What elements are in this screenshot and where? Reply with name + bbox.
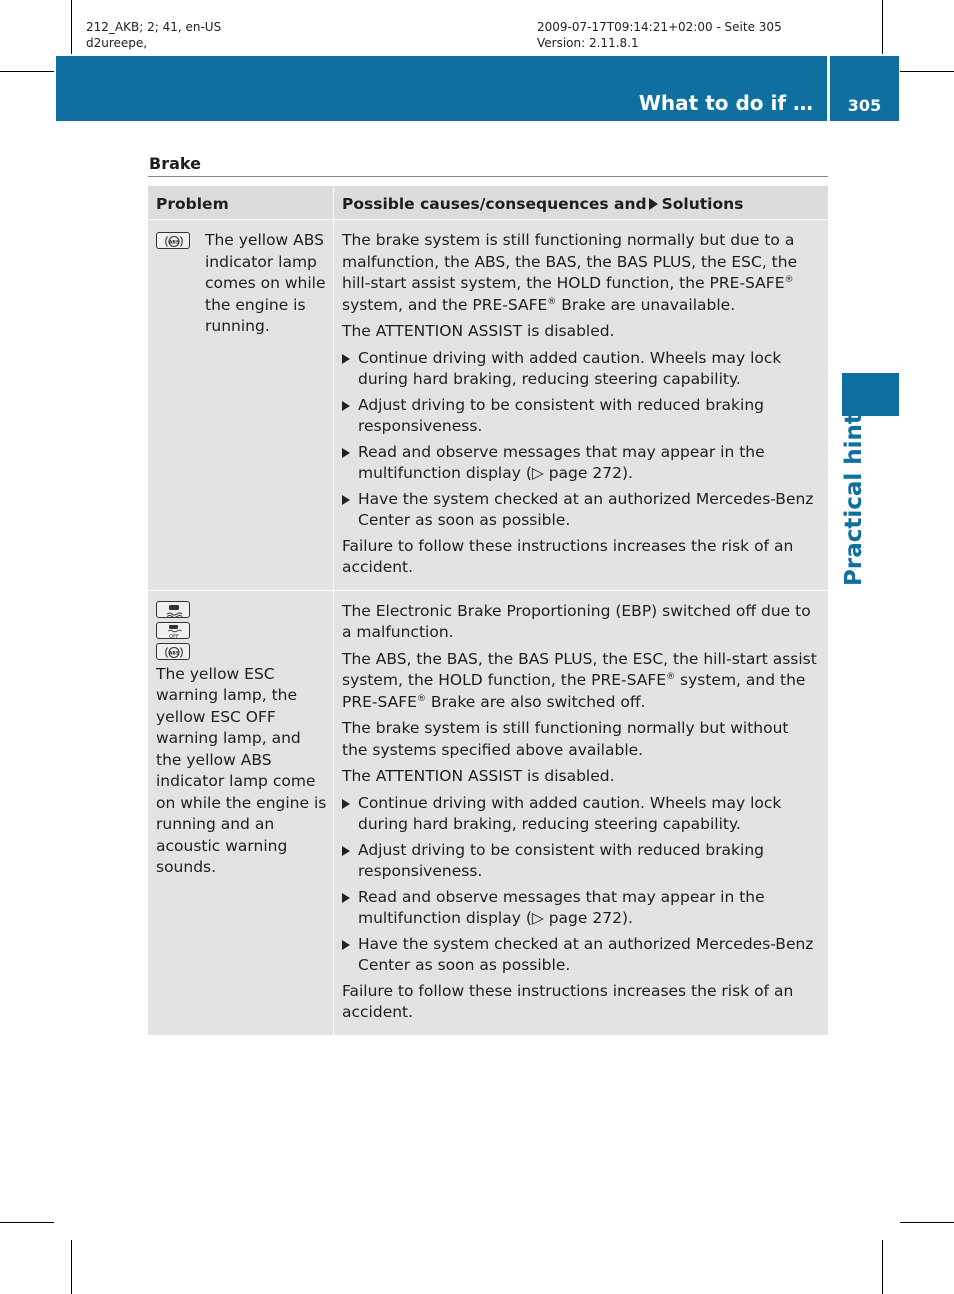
esc-warning-icon	[156, 601, 190, 618]
table-row	[148, 220, 828, 591]
problem-cell	[148, 220, 334, 590]
side-tab-label: Practical hints	[841, 399, 867, 586]
table-row	[148, 591, 828, 1036]
crop-mark	[0, 1222, 54, 1223]
risk-warning: Failure to follow these instructions increases the risk of an accident.	[342, 981, 794, 1021]
section-divider	[148, 176, 828, 177]
instruction-step: Continue driving with added caution. Wheels may lock during hard braking, reducing steering capability.	[342, 793, 818, 836]
table-header	[148, 186, 828, 220]
problem-cell	[148, 591, 334, 1035]
problem-text: The yellow ESC warning lamp, the yellow ESC OFF warning lamp, and the yellow ABS indicator lamp come on while the engine is running and an acoustic warning sounds.	[156, 664, 327, 876]
page-number: 305	[847, 96, 882, 115]
crop-mark	[0, 71, 54, 72]
step-arrow-icon	[342, 354, 350, 364]
step-arrow-icon	[342, 448, 350, 458]
cause-text: The brake system is still functioning normally but without the systems specified above available.	[342, 719, 789, 759]
instruction-step: Have the system checked at an authorized Mercedes-Benz Center as soon as possible.	[342, 489, 818, 532]
instruction-step: Have the system checked at an authorized Mercedes-Benz Center as soon as possible.	[342, 934, 818, 977]
instruction-step: Read and observe messages that may appear in the multifunction display (▷ page 272).	[342, 887, 818, 930]
crop-mark	[71, 0, 72, 54]
instruction-step: Read and observe messages that may appear in the multifunction display (▷ page 272).	[342, 442, 818, 485]
solution-cell	[334, 591, 828, 1035]
print-meta-right	[537, 19, 782, 51]
svg-text:ABS: ABS	[168, 650, 180, 656]
instruction-step: Adjust driving to be consistent with reduced braking responsiveness.	[342, 840, 818, 883]
step-arrow-icon	[342, 846, 350, 856]
meta-version: Version: 2.11.8.1	[537, 36, 639, 50]
crop-mark	[900, 1222, 954, 1223]
problem-text: The yellow ABS indicator lamp comes on while the engine is running.	[205, 231, 326, 335]
header-causes: Possible causes/consequences and	[342, 195, 647, 213]
crop-mark	[71, 1240, 72, 1294]
print-meta-left	[86, 19, 221, 51]
step-arrow-icon	[342, 799, 350, 809]
svg-text:ABS: ABS	[168, 240, 180, 246]
cause-text: The Electronic Brake Proportioning (EBP) switched off due to a malfunction.	[342, 601, 811, 641]
crop-mark	[882, 1240, 883, 1294]
esc-off-icon	[156, 622, 190, 639]
cause-text: The ATTENTION ASSIST is disabled.	[342, 767, 615, 785]
chapter-header-bar	[56, 56, 827, 121]
chapter-title: What to do if …	[638, 91, 813, 115]
cause-text: The brake system is still functioning normally but due to a malfunction, the ABS, the BAS, the BAS PLUS, the ESC, the hill-start assist system, the HOLD function, the PRE-SAFE® system, and the PRE-SAFE® Brake are unavailable.	[342, 231, 798, 314]
cause-text: The ATTENTION ASSIST is disabled.	[342, 322, 615, 340]
meta-timestamp: 2009-07-17T09:14:21+02:00 - Seite 305	[537, 20, 782, 34]
page-number-box	[830, 56, 899, 121]
instruction-step: Continue driving with added caution. Wheels may lock during hard braking, reducing steering capability.	[342, 348, 818, 391]
instruction-step: Adjust driving to be consistent with reduced braking responsiveness.	[342, 395, 818, 438]
solution-arrow-icon	[649, 198, 658, 210]
meta-doc-code: d2ureepe,	[86, 36, 148, 50]
crop-mark	[900, 71, 954, 72]
step-arrow-icon	[342, 401, 350, 411]
risk-warning: Failure to follow these instructions increases the risk of an accident.	[342, 536, 794, 576]
section-title: Brake	[149, 154, 201, 173]
cause-text: The ABS, the BAS, the BAS PLUS, the ESC, the hill-start assist system, the HOLD function, the PRE-SAFE® system, and the PRE-SAFE® Brake are also switched off.	[342, 649, 817, 711]
abs-warning-icon	[156, 643, 190, 660]
step-arrow-icon	[342, 893, 350, 903]
svg-text:OFF: OFF	[169, 633, 179, 640]
meta-doc-id: 212_AKB; 2; 41, en-US	[86, 20, 222, 34]
solution-cell	[334, 220, 828, 590]
step-arrow-icon	[342, 495, 350, 505]
header-solutions: Solutions	[661, 195, 744, 213]
header-causes-solutions	[334, 186, 828, 219]
header-problem: Problem	[148, 186, 334, 219]
crop-mark	[882, 0, 883, 54]
abs-warning-icon	[156, 232, 190, 249]
step-arrow-icon	[342, 940, 350, 950]
brake-table	[148, 186, 828, 1036]
